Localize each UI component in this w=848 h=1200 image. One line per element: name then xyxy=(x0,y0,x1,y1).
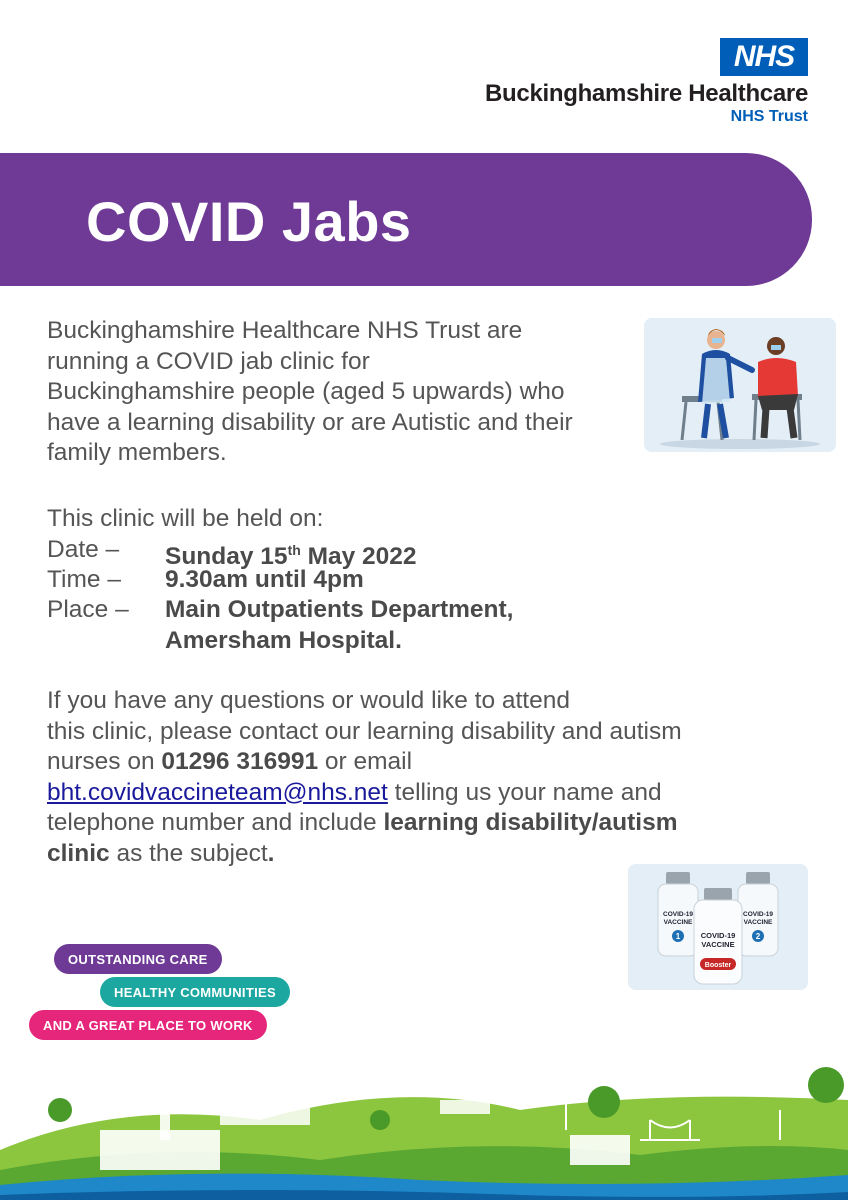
vial-2-number: 2 xyxy=(755,932,761,941)
title-banner xyxy=(0,153,812,286)
page-title: COVID Jabs xyxy=(86,190,412,253)
intro-paragraph xyxy=(47,316,622,469)
contact-line: If you have any questions or would like to attend xyxy=(47,687,570,714)
contact-paragraph xyxy=(47,686,747,869)
value-pill-great-place-to-work: AND A GREAT PLACE TO WORK xyxy=(29,1010,267,1040)
place-label: Place – xyxy=(47,596,129,623)
contact-text: telephone number and include xyxy=(47,809,384,836)
vaccination-illustration xyxy=(644,318,836,452)
clinic-heading: This clinic will be held on: xyxy=(47,505,324,532)
phone-number[interactable]: 01296 316991 xyxy=(161,748,319,775)
vaccine-vials-image xyxy=(628,864,808,990)
intro-line: Buckinghamshire Healthcare NHS Trust are xyxy=(47,317,523,344)
subject-text-a: learning disability/autism xyxy=(383,809,678,836)
contact-line xyxy=(47,808,747,839)
vial-2 xyxy=(738,872,778,956)
contact-line xyxy=(47,778,747,809)
vial-1 xyxy=(658,872,698,956)
contact-text: or email xyxy=(318,748,413,775)
date-rest: May 2022 xyxy=(300,543,417,570)
svg-text:VACCINE: VACCINE xyxy=(701,940,735,949)
intro-line: Buckinghamshire people (aged 5 upwards) who xyxy=(47,378,565,405)
value-pill-outstanding-care: OUTSTANDING CARE xyxy=(54,944,222,974)
vaccine-vials-illustration xyxy=(628,864,808,990)
landscape-footer-illustration xyxy=(0,1040,848,1200)
svg-text:COVID-19: COVID-19 xyxy=(700,931,736,940)
svg-text:COVID-19: COVID-19 xyxy=(743,911,773,918)
subject-text-b: clinic xyxy=(47,839,110,867)
place-value-line2: Amersham Hospital. xyxy=(165,627,402,654)
intro-line: running a COVID jab clinic for xyxy=(47,347,370,375)
contact-line: this clinic, please contact our learning disability and autism xyxy=(47,717,682,745)
contact-text: as the subject xyxy=(109,839,268,867)
contact-text: nurses on xyxy=(47,748,162,775)
vial-booster xyxy=(694,888,742,984)
svg-text:VACCINE: VACCINE xyxy=(663,919,693,926)
date-suffix: th xyxy=(287,542,301,558)
org-name: Buckinghamshire Healthcare xyxy=(485,80,808,107)
vaccination-photo xyxy=(644,318,836,452)
booster-label: Booster xyxy=(704,962,732,969)
intro-line: have a learning disability or are Autistic and their xyxy=(47,408,573,436)
nhs-logo-text: NHS xyxy=(733,40,795,73)
time-value: 9.30am until 4pm xyxy=(165,566,364,593)
intro-line: family members. xyxy=(47,439,227,466)
date-day: Sunday 15 xyxy=(165,543,288,570)
org-subtitle: NHS Trust xyxy=(730,108,808,125)
time-label: Time – xyxy=(47,566,121,593)
contact-line xyxy=(47,747,747,778)
value-pill-healthy-communities: HEALTHY COMMUNITIES xyxy=(100,977,290,1007)
place-value-line1: Main Outpatients Department, xyxy=(165,596,514,623)
date-label: Date – xyxy=(47,536,120,563)
email-link[interactable]: bht.covidvaccineteam@nhs.net xyxy=(47,778,388,806)
svg-text:VACCINE: VACCINE xyxy=(743,919,773,926)
nhs-logo xyxy=(720,38,808,76)
svg-text:COVID-19: COVID-19 xyxy=(663,911,693,918)
vial-1-number: 1 xyxy=(675,932,681,941)
contact-text: telling us your name and xyxy=(387,778,662,806)
final-dot: . xyxy=(267,839,275,867)
